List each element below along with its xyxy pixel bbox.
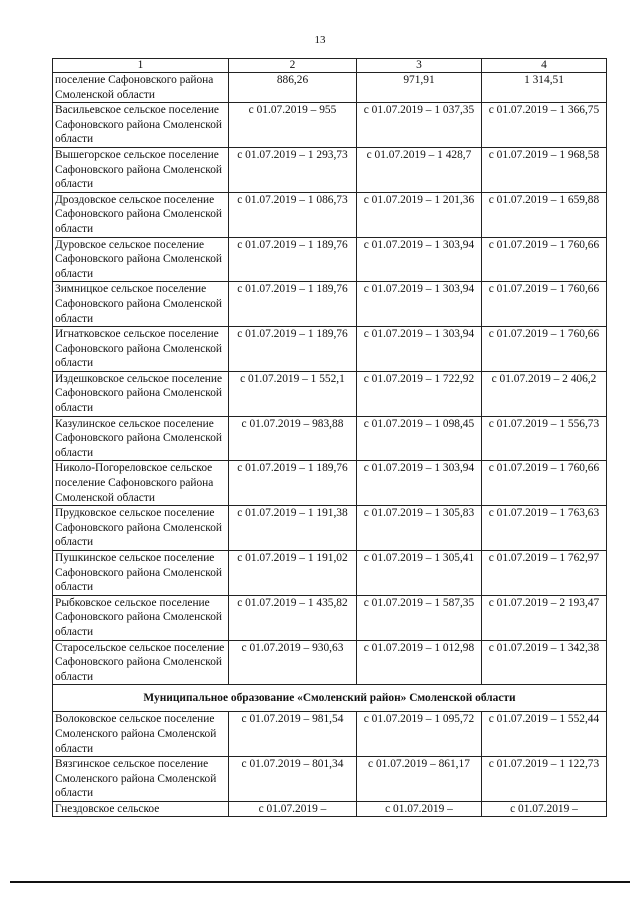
table-row — [53, 282, 607, 327]
settlement-name-cell: Пушкинское сельское поселение Сафоновского района Смоленской области — [53, 551, 229, 596]
tariff-cell-col3: 971,91 — [357, 73, 482, 103]
tariff-cell-col4: с 01.07.2019 – 1 968,58 — [482, 147, 607, 192]
column-number-row — [53, 59, 607, 73]
settlement-name-cell: Старосельское сельское поселение Сафоновского района Смоленской области — [53, 640, 229, 685]
table-row — [53, 595, 607, 640]
page-number: 13 — [314, 34, 326, 46]
tariff-cell-col2: с 01.07.2019 – 1 552,1 — [229, 371, 357, 416]
tariff-cell-col2: с 01.07.2019 – 1 086,73 — [229, 192, 357, 237]
table-row — [53, 551, 607, 596]
table-row — [53, 192, 607, 237]
tariff-cell-col2: с 01.07.2019 – 983,88 — [229, 416, 357, 461]
table-row — [53, 416, 607, 461]
tariff-cell-col3: с 01.07.2019 – 1 303,94 — [357, 282, 482, 327]
tariff-cell-col2: с 01.07.2019 – — [229, 801, 357, 816]
column-number-3: 3 — [357, 59, 482, 73]
tariff-cell-col3: с 01.07.2019 – 1 095,72 — [357, 712, 482, 757]
tariff-cell-col2: с 01.07.2019 – 955 — [229, 103, 357, 148]
tariff-cell-col4: с 01.07.2019 – 1 366,75 — [482, 103, 607, 148]
table-row — [53, 506, 607, 551]
table-row — [53, 371, 607, 416]
tariff-cell-col3: с 01.07.2019 – 1 303,94 — [357, 461, 482, 506]
bottom-rule — [10, 881, 630, 883]
tariff-cell-col4: с 01.07.2019 – 1 552,44 — [482, 712, 607, 757]
tariff-cell-col3: с 01.07.2019 – 1 098,45 — [357, 416, 482, 461]
tariff-cell-col2: с 01.07.2019 – 1 191,02 — [229, 551, 357, 596]
settlement-name-cell: Дроздовское сельское поселение Сафоновского района Смоленской области — [53, 192, 229, 237]
settlement-name-cell: Рыбковское сельское поселение Сафоновского района Смоленской области — [53, 595, 229, 640]
settlement-name-cell: поселение Сафоновского района Смоленской области — [53, 73, 229, 103]
settlement-name-cell: Прудковское сельское поселение Сафоновского района Смоленской области — [53, 506, 229, 551]
tariff-cell-col4: с 01.07.2019 – 1 762,97 — [482, 551, 607, 596]
tariff-cell-col4: с 01.07.2019 – 1 122,73 — [482, 757, 607, 802]
settlement-name-cell: Гнездовское сельское — [53, 801, 229, 816]
tariff-cell-col3: с 01.07.2019 – 1 201,36 — [357, 192, 482, 237]
tariff-cell-col3: с 01.07.2019 – 861,17 — [357, 757, 482, 802]
column-number-4: 4 — [482, 59, 607, 73]
settlement-name-cell: Зимницкое сельское поселение Сафоновского района Смоленской области — [53, 282, 229, 327]
table-row — [53, 237, 607, 282]
table-row — [53, 327, 607, 372]
table-row — [53, 757, 607, 802]
tariff-cell-col3: с 01.07.2019 – — [357, 801, 482, 816]
tariff-cell-col4: с 01.07.2019 – 2 193,47 — [482, 595, 607, 640]
table-row — [53, 103, 607, 148]
tariff-cell-col4: с 01.07.2019 – 1 760,66 — [482, 461, 607, 506]
settlement-name-cell: Игнатковское сельское поселение Сафоновского района Смоленской области — [53, 327, 229, 372]
tariff-cell-col4: с 01.07.2019 – 1 659,88 — [482, 192, 607, 237]
section-header-row — [53, 685, 607, 712]
tariff-cell-col3: с 01.07.2019 – 1 037,35 — [357, 103, 482, 148]
tariff-cell-col2: с 01.07.2019 – 930,63 — [229, 640, 357, 685]
tariff-cell-col3: с 01.07.2019 – 1 428,7 — [357, 147, 482, 192]
tariff-cell-col4: с 01.07.2019 – 1 342,38 — [482, 640, 607, 685]
tariff-cell-col3: с 01.07.2019 – 1 305,41 — [357, 551, 482, 596]
settlement-name-cell: Васильевское сельское поселение Сафоновского района Смоленской области — [53, 103, 229, 148]
tariff-cell-col3: с 01.07.2019 – 1 012,98 — [357, 640, 482, 685]
tariff-cell-col4: с 01.07.2019 – 1 760,66 — [482, 237, 607, 282]
tariff-cell-col2: с 01.07.2019 – 1 189,76 — [229, 327, 357, 372]
table-row — [53, 640, 607, 685]
section-title: Муниципальное образование «Смоленский район» Смоленской области — [53, 685, 607, 712]
tariff-cell-col2: с 01.07.2019 – 1 189,76 — [229, 461, 357, 506]
tariff-cell-col2: 886,26 — [229, 73, 357, 103]
table-row — [53, 712, 607, 757]
settlement-name-cell: Вязгинское сельское поселение Смоленского района Смоленской области — [53, 757, 229, 802]
tariff-cell-col2: с 01.07.2019 – 1 435,82 — [229, 595, 357, 640]
tariff-cell-col4: с 01.07.2019 – 1 760,66 — [482, 327, 607, 372]
table-row — [53, 73, 607, 103]
settlement-name-cell: Дуровское сельское поселение Сафоновского района Смоленской области — [53, 237, 229, 282]
tariff-cell-col2: с 01.07.2019 – 1 189,76 — [229, 282, 357, 327]
tariff-cell-col3: с 01.07.2019 – 1 303,94 — [357, 237, 482, 282]
tariff-cell-col4: с 01.07.2019 – 1 760,66 — [482, 282, 607, 327]
tariff-cell-col4: с 01.07.2019 – 1 556,73 — [482, 416, 607, 461]
table-row — [53, 147, 607, 192]
tariff-cell-col3: с 01.07.2019 – 1 305,83 — [357, 506, 482, 551]
settlement-name-cell: Издешковское сельское поселение Сафоновского района Смоленской области — [53, 371, 229, 416]
table-row — [53, 801, 607, 816]
tariff-cell-col3: с 01.07.2019 – 1 722,92 — [357, 371, 482, 416]
settlement-name-cell: Казулинское сельское поселение Сафоновского района Смоленской области — [53, 416, 229, 461]
tariff-cell-col4: с 01.07.2019 – 1 763,63 — [482, 506, 607, 551]
column-number-1: 1 — [53, 59, 229, 73]
tariff-table — [52, 58, 607, 817]
column-number-2: 2 — [229, 59, 357, 73]
tariff-cell-col4: с 01.07.2019 – 2 406,2 — [482, 371, 607, 416]
settlement-name-cell: Николо-Погореловское сельское поселение Сафоновского района Смоленской области — [53, 461, 229, 506]
tariff-cell-col4: с 01.07.2019 – — [482, 801, 607, 816]
tariff-cell-col2: с 01.07.2019 – 981,54 — [229, 712, 357, 757]
tariff-cell-col2: с 01.07.2019 – 801,34 — [229, 757, 357, 802]
tariff-cell-col4: 1 314,51 — [482, 73, 607, 103]
settlement-name-cell: Вышегорское сельское поселение Сафоновского района Смоленской области — [53, 147, 229, 192]
tariff-cell-col2: с 01.07.2019 – 1 191,38 — [229, 506, 357, 551]
tariff-cell-col3: с 01.07.2019 – 1 587,35 — [357, 595, 482, 640]
settlement-name-cell: Волоковское сельское поселение Смоленского района Смоленской области — [53, 712, 229, 757]
table-row — [53, 461, 607, 506]
tariff-cell-col2: с 01.07.2019 – 1 189,76 — [229, 237, 357, 282]
tariff-cell-col2: с 01.07.2019 – 1 293,73 — [229, 147, 357, 192]
tariff-cell-col3: с 01.07.2019 – 1 303,94 — [357, 327, 482, 372]
